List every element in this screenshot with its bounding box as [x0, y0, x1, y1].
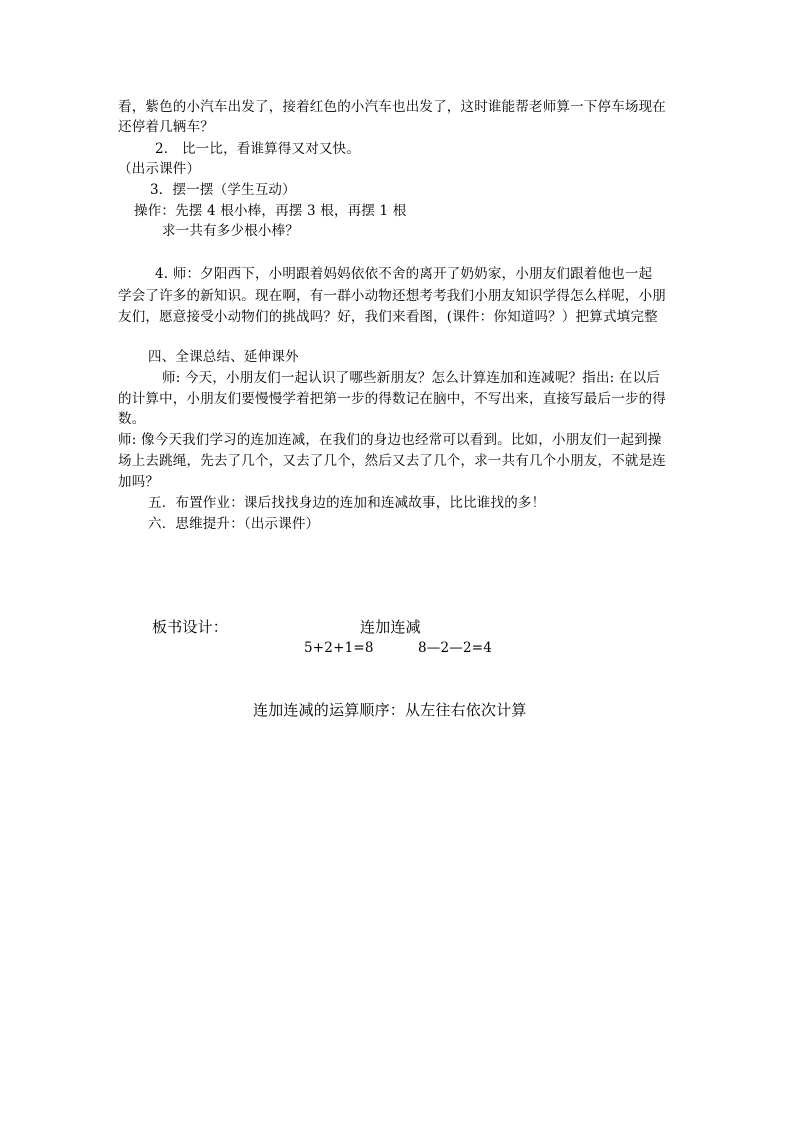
text-line: 4. 师：夕阳西下，小明跟着妈妈依依不舍的离开了奶奶家，小朋友们跟着他也一起: [155, 266, 653, 282]
board-equation-subtract: 8—2—2=4: [418, 640, 493, 656]
section-heading: 四、全课总结、延伸课外: [148, 349, 299, 365]
text-line: 2． 比一比，看谁算得又对又快。: [155, 141, 361, 157]
board-title: 连加连减: [360, 618, 421, 636]
text-line: 3．摆一摆（学生互动）: [150, 182, 296, 198]
text-line: 场上去跳绳，先去了几个，又去了几个，然后又去了几个，求一共有几个小朋友，不就是连: [118, 453, 666, 469]
board-rule: 连加连减的运算顺序：从左往右依次计算: [253, 701, 527, 719]
text-line: 的计算中，小朋友们要慢慢学着把第一步的得数记在脑中，不写出来，直接写最后一步的得: [118, 391, 666, 407]
section-heading: 五．布置作业：课后找找身边的连加和连减故事，比比谁找的多！: [148, 495, 546, 511]
text-line: 师: 今天，小朋友们一起认识了哪些新朋友？怎么计算连加和连减呢？指出: 在以后: [162, 370, 660, 386]
text-line: 师: 像今天我们学习的连加连减，在我们的身边也经常可以看到。比如，小朋友们一起到操: [118, 432, 662, 448]
text-line: 友们，愿意接受小动物们的挑战吗？好，我们来看图，(课件：你知道吗？）把算式填完整: [118, 309, 658, 325]
text-line: 求一共有多少根小棒？: [162, 223, 299, 239]
text-line: 加吗？: [118, 474, 160, 490]
text-line: （出示课件）: [118, 161, 201, 177]
section-heading: 六．思维提升：（出示课件）: [148, 516, 320, 532]
text-line: 学会了许多的新知识。现在啊，有一群小动物还想考考我们小朋友知识学得怎么样呢，小朋: [118, 288, 666, 304]
text-line: 还停着几辆车？: [118, 119, 214, 135]
board-equation-add: 5+2+1=8: [304, 640, 374, 656]
board-label: 板书设计：: [152, 618, 229, 636]
text-line: 看，紫色的小汽车出发了，接着红色的小汽车也出发了，这时谁能帮老师算一下停车场现在: [118, 99, 666, 115]
text-line: 操作：先摆 4 根小棒，再摆 3 根，再摆 1 根: [134, 203, 407, 219]
text-line: 数。: [118, 411, 146, 427]
